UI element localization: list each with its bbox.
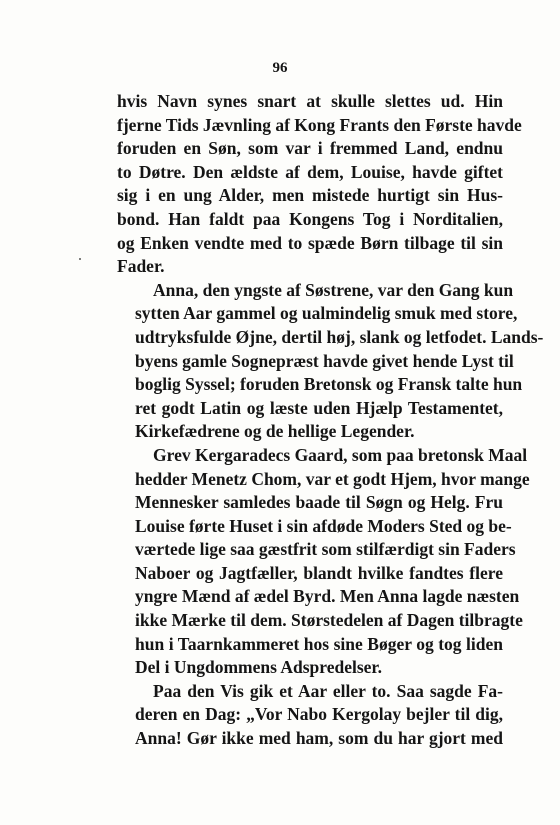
text-line: sytten Aar gammel og ualmindelig smuk med store, [135, 303, 518, 324]
text-line: ikke Mærke til dem. Størstedelen af Dagen tilbragte [135, 610, 523, 631]
text-line: byens gamle Sognepræst havde givet hende Lyst til [135, 350, 514, 371]
text-line: hun i Taarnkammeret hos sine Bøger og tog liden [135, 633, 503, 654]
text-line: Kirkefædrene og de hellige Legender. [135, 421, 415, 442]
text-line: deren en Dag: „Vor Nabo Kergolay bejler til dig, [135, 704, 503, 725]
text-line: Anna! Gør ikke med ham, som du har gjort med [135, 728, 503, 749]
text-line: og Enken vendte med to spæde Børn tilbage til sin [117, 232, 503, 253]
paragraph [117, 444, 530, 680]
text-line: sig i en ung Alder, men mistede hurtigt sin Hus- [117, 185, 503, 206]
paragraph [117, 279, 544, 444]
page-number: 96 [272, 60, 288, 76]
text-line: Paa den Vis gik et Aar eller to. Saa sagde Fa- [153, 680, 503, 701]
text-line: Del i Ungdommens Adspredelser. [135, 657, 382, 678]
text-line: yngre Mænd af ædel Byrd. Men Anna lagde næsten [135, 586, 520, 607]
text-line: hedder Menetz Chom, var et godt Hjem, hvor mange [135, 468, 530, 489]
text-line: boglig Syssel; foruden Bretonsk og Fransk talte hun [135, 374, 523, 395]
paragraph [117, 90, 522, 279]
text-line: to Døtre. Den ældste af dem, Louise, havde giftet [117, 161, 503, 182]
text-line: Naboer og Jagtfæller, blandt hvilke fandtes flere [135, 562, 503, 583]
text-line: Fader. [117, 256, 165, 277]
paper-speck [79, 258, 81, 260]
text-line: udtryksfulde Øjne, dertil høj, slank og letfodet. Lands- [135, 326, 544, 347]
text-line: bond. Han faldt paa Kongens Tog i Norditalien, [117, 208, 503, 229]
text-line: fjerne Tids Jævnling af Kong Frants den Første havde [117, 114, 522, 135]
text-line: ret godt Latin og læste uden Hjælp Testamentet, [135, 397, 503, 418]
text-line: Grev Kergaradecs Gaard, som paa bretonsk Maal [153, 444, 528, 465]
text-line: Louise førte Huset i sin afdøde Moders Sted og be- [135, 515, 512, 536]
paragraph [117, 680, 503, 751]
text-line: Mennesker samledes baade til Søgn og Helg. Fru [135, 492, 503, 513]
text-line: foruden en Søn, som var i fremmed Land, endnu [117, 138, 503, 159]
text-line: Anna, den yngste af Søstrene, var den Gang kun [153, 279, 514, 300]
text-line: hvis Navn synes snart at skulle slettes ud. Hin [117, 91, 503, 111]
text-line: værtede lige saa gæstfrit som stilfærdigt sin Faders [135, 539, 516, 560]
body-text [117, 90, 544, 751]
